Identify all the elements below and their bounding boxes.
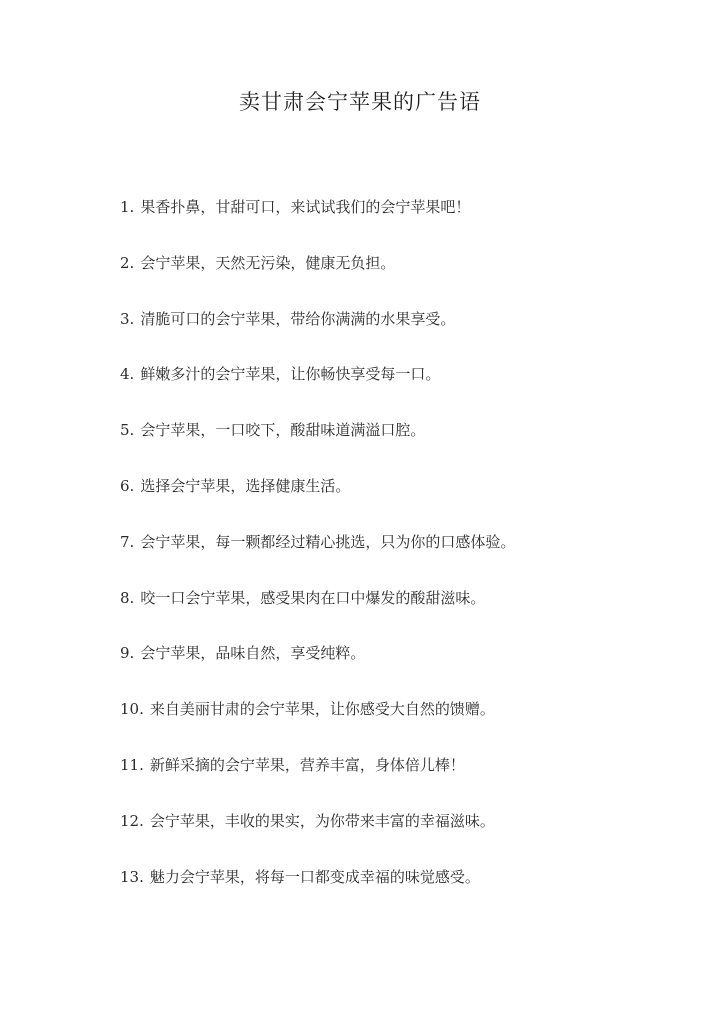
- item-number: 9.: [120, 644, 135, 663]
- item-number: 10.: [120, 700, 144, 719]
- list-item: [120, 752, 515, 808]
- item-text: 果香扑鼻，甘甜可口，来试试我们的会宁苹果吧！: [140, 198, 471, 216]
- list-item: [120, 585, 515, 641]
- item-text: 咬一口会宁苹果，感受果肉在口中爆发的酸甜滋味。: [140, 588, 486, 607]
- item-number: 4.: [120, 365, 135, 384]
- item-number: 13.: [120, 867, 144, 886]
- item-number: 2.: [120, 253, 135, 272]
- list-item: [120, 529, 515, 585]
- item-number: 1.: [120, 198, 135, 216]
- list-item: [120, 473, 515, 529]
- item-text: 会宁苹果，天然无污染，健康无负担。: [140, 253, 396, 272]
- page-title: 卖甘肃会宁苹果的广告语: [239, 90, 481, 114]
- list-item: [120, 640, 515, 696]
- list-item: [120, 194, 515, 250]
- item-text: 选择会宁苹果，选择健康生活。: [140, 476, 351, 495]
- item-number: 5.: [120, 421, 135, 440]
- list-item: [120, 250, 515, 306]
- item-number: 6.: [120, 476, 135, 495]
- item-text: 会宁苹果，品味自然，享受纯粹。: [140, 644, 366, 663]
- item-text: 清脆可口的会宁苹果，带给你满满的水果享受。: [140, 309, 456, 328]
- item-number: 12.: [120, 811, 144, 830]
- item-text: 会宁苹果，丰收的果实，为你带来丰富的幸福滋味。: [149, 811, 495, 830]
- item-text: 会宁苹果，一口咬下，酸甜味道满溢口腔。: [140, 421, 426, 440]
- item-text: 来自美丽甘肃的会宁苹果，让你感受大自然的馈赠。: [149, 700, 495, 719]
- slogan-list: [120, 194, 515, 919]
- item-text: 鲜嫩多汁的会宁苹果，让你畅快享受每一口。: [140, 365, 441, 384]
- list-item: [120, 417, 515, 473]
- item-number: 7.: [120, 532, 135, 551]
- item-number: 3.: [120, 309, 135, 328]
- item-number: 8.: [120, 588, 135, 607]
- list-item: [120, 306, 515, 362]
- list-item: [120, 808, 515, 864]
- list-item: [120, 864, 515, 920]
- item-text: 新鲜采摘的会宁苹果，营养丰富，身体倍儿棒！: [149, 755, 465, 774]
- list-item: [120, 361, 515, 417]
- item-text: 会宁苹果，每一颗都经过精心挑选，只为你的口感体验。: [140, 532, 516, 551]
- list-item: [120, 696, 515, 752]
- item-text: 魅力会宁苹果，将每一口都变成幸福的味觉感受。: [149, 867, 480, 886]
- item-number: 11.: [120, 755, 144, 774]
